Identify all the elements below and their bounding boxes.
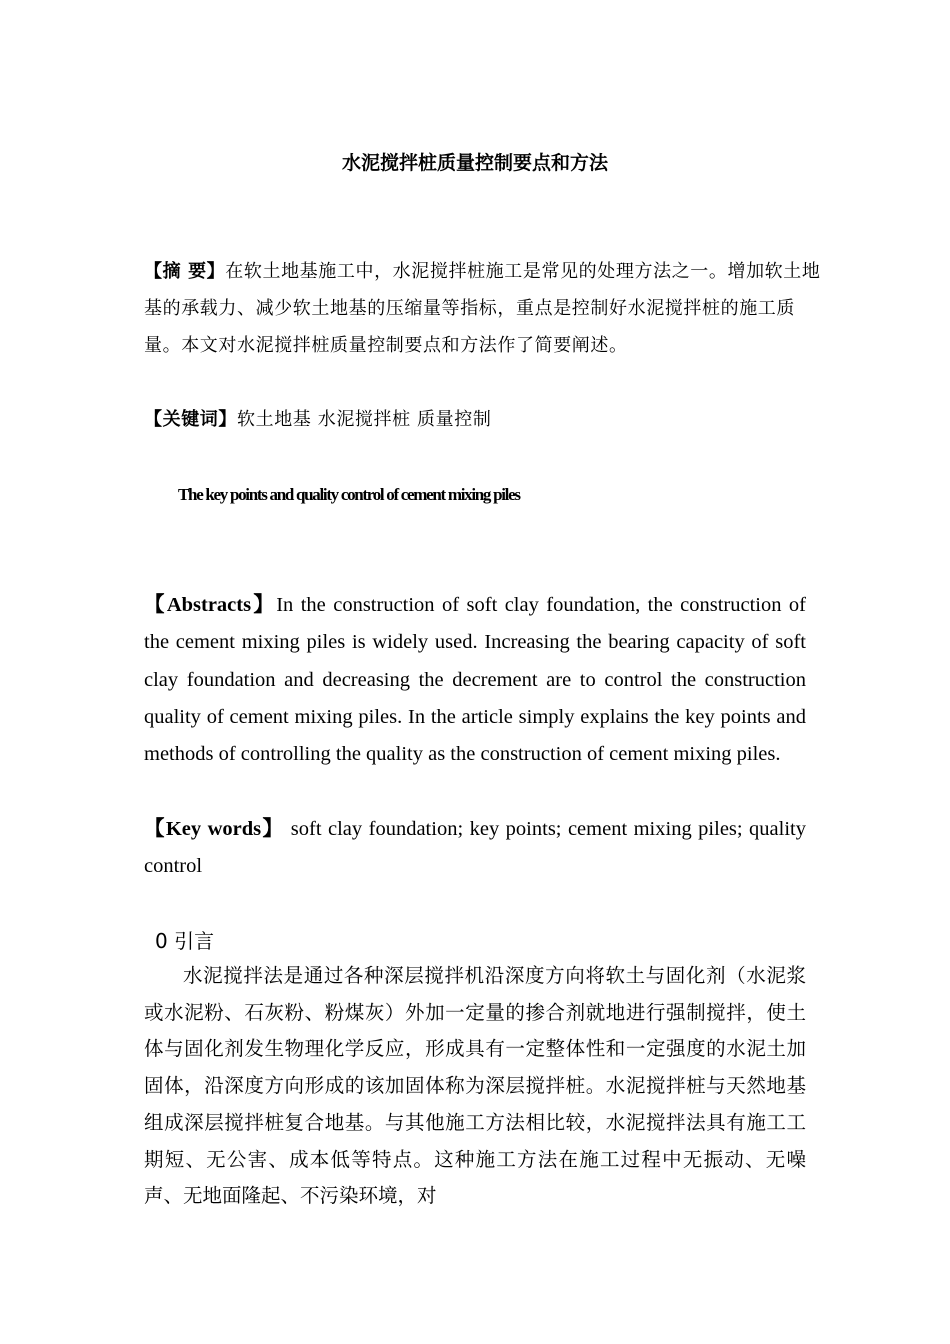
keywords-en-text: soft clay foundation; key points; cement mixing piles; quality control (144, 818, 806, 878)
keywords-cn-text: 软土地基 水泥搅拌桩 质量控制 (237, 409, 492, 430)
english-title: The key points and quality control of cement mixing piles (178, 485, 520, 504)
abstract-en-label: 【Abstracts】 (144, 594, 277, 616)
keywords-en-label: 【Key words】 (144, 818, 285, 840)
keywords-cn-label: 【关键词】 (144, 409, 237, 430)
abstract-cn (144, 253, 824, 364)
abstract-en-text: In the construction of soft clay foundation, the construction of the cement mixing piles is widely used. Increasing the bearing capacity of soft clay foundation and decreasing the decrement are to control the construction quality of cement mixing piles. In the article simply explains the key points and methods of controlling the quality as the construction of cement mixing piles. (144, 594, 806, 766)
keywords-en (144, 811, 806, 886)
abstract-cn-label: 【摘 要】 (144, 261, 226, 282)
introduction-paragraph: 水泥搅拌法是通过各种深层搅拌机沿深度方向将软土与固化剂（水泥浆或水泥粉、石灰粉、粉煤灰）外加一定量的掺合剂就地进行强制搅拌，使土体与固化剂发生物理化学反应，形成具有一定整体性和一定强度的水泥土加固体，沿深度方向形成的该加固体称为深层搅拌桩。水泥搅拌桩与天然地基组成深层搅拌桩复合地基。与其他施工方法相比较，水泥搅拌法具有施工工期短、无公害、成本低等特点。这种施工方法在施工过程中无振动、无噪声、无地面隆起、不污染环境，对 (144, 964, 806, 1208)
document-title: 水泥搅拌桩质量控制要点和方法 (341, 152, 608, 174)
abstract-en (144, 587, 806, 773)
section-heading-introduction: 0 引言 (155, 929, 215, 953)
abstract-cn-text: 在软土地基施工中，水泥搅拌桩施工是常见的处理方法之一。增加软土地基的承载力、减少软土地基的压缩量等指标，重点是控制好水泥搅拌桩的施工质量。本文对水泥搅拌桩质量控制要点和方法作了简要阐述。 (144, 261, 821, 356)
keywords-cn (144, 401, 824, 438)
